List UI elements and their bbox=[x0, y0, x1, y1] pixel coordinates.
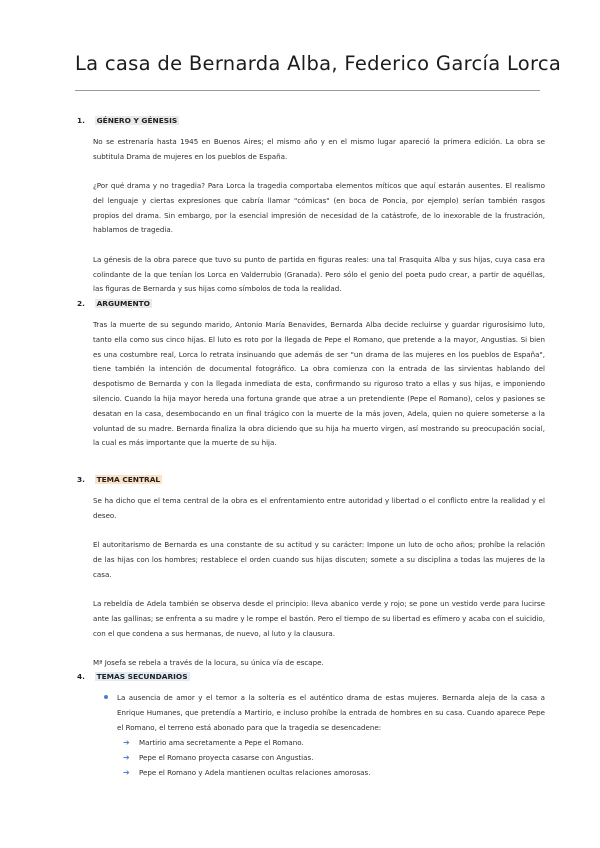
section-heading bbox=[77, 474, 545, 485]
section-title: TEMAS SECUNDARIOS bbox=[96, 672, 188, 681]
paragraph: Se ha dicho que el tema central de la obra es el enfrentamiento entre autoridad y libertad o el conflicto entre la realidad y el deseo. bbox=[93, 496, 545, 520]
arrow-list bbox=[123, 736, 545, 780]
section-argumento bbox=[77, 298, 545, 451]
list-item bbox=[123, 766, 545, 781]
section-number: 2. bbox=[77, 299, 85, 308]
section-title: TEMA CENTRAL bbox=[96, 475, 161, 484]
list-item-text: Martirio ama secretamente a Pepe el Romano. bbox=[139, 738, 304, 748]
arrow-right-icon: ➔ bbox=[123, 738, 130, 748]
section-heading bbox=[77, 671, 545, 682]
section-temas-secundarios bbox=[77, 671, 545, 781]
title-divider bbox=[75, 90, 540, 91]
paragraph: Tras la muerte de su segundo marido, Antonio María Benavides, Bernarda Alba decide recluirse y guardar rigurosísimo luto, tanto ella como sus cinco hijas. El luto es roto por la llegada de Pepe el Romano, que pretende a la mayor, Angustias. Si bien es una costumbre real, Lorca lo retrata insinuando que además de ser "un drama de las mujeres en los pueblos de España", tiene también la intención de documental fotográfico. La obra comienza con la entrada de las sirvientas hablando del despotismo de Bernarda y con la llegada inmediata de esta, confirmando su riguroso trato a ellas y sus hijas, e imponiendo silencio. Cuando la hija mayor hereda una fortuna grande que atrae a un pretendiente (Pepe el Romano), celos y pasiones se desatan en la casa, desembocando en un final trágico con la muerte de la más joven, Adela, quien no quiere someterse a la voluntad de su madre. Bernarda finaliza la obra diciendo que su hija ha muerto virgen, así mostrando su preocupación social, la cual es más importante que la muerte de su hija. bbox=[93, 320, 545, 448]
section-heading bbox=[77, 115, 545, 126]
arrow-right-icon: ➔ bbox=[123, 753, 130, 763]
list-item bbox=[123, 751, 545, 766]
list-item-text: Pepe el Romano y Adela mantienen ocultas relaciones amorosas. bbox=[139, 767, 371, 777]
paragraph: No se estrenaría hasta 1945 en Buenos Aires; el mismo año y en el mismo lugar apareció la primera edición. La obra se subtitula Drama de mujeres en los pueblos de España. bbox=[93, 137, 545, 161]
arrow-right-icon: ➔ bbox=[123, 767, 130, 777]
list-item-text: Pepe el Romano proyecta casarse con Angustias. bbox=[139, 753, 314, 763]
bullet-list bbox=[117, 691, 545, 735]
bullet-dot-icon bbox=[104, 695, 108, 699]
section-number: 1. bbox=[77, 116, 85, 125]
list-item-text: La ausencia de amor y el temor a la soltería es el auténtico drama de estas mujeres. Bernarda aleja de la casa a Enrique Humanes, que pretendía a Martirio, e incluso prohíbe la entrada de hombres en su casa. Cuando aparece Pepe el Romano, el terreno está abonado para que la tragedia se desencadene: bbox=[117, 693, 545, 732]
document-title: La casa de Bernarda Alba, Federico García Lorca bbox=[75, 52, 562, 75]
paragraph: Mª Josefa se rebela a través de la locura, su única vía de escape. bbox=[93, 657, 324, 667]
section-title: GÉNERO Y GÉNESIS bbox=[96, 116, 178, 125]
section-number: 3. bbox=[77, 475, 85, 484]
list-item bbox=[123, 736, 545, 751]
section-genero bbox=[77, 115, 545, 297]
paragraph: La rebeldía de Adela también se observa desde el principio: lleva abanico verde y rojo; se pone un vestido verde para lucirse ante las gallinas; se enfrenta a su madre y le rompe el bastón. Pero el tiempo de su libertad es efímero y acaba con el suicidio, con el que condena a sus hermanas, de nuevo, al luto y la clausura. bbox=[93, 598, 546, 638]
section-heading bbox=[77, 298, 545, 309]
section-tema-central bbox=[77, 474, 545, 671]
list-item bbox=[117, 691, 545, 735]
paragraph: ¿Por qué drama y no tragedia? Para Lorca la tragedia comportaba elementos míticos que aquí estarán ausentes. El realismo del lenguaje y ciertas expresiones que cabría llamar "cómicas" (en boca de Poncia, por ejemplo) serían también rasgos propios del drama. Sin embargo, por la esencial impresión de necesidad de la catástrofe, de lo inexorable de la frustración, hablamos de tragedia. bbox=[93, 181, 545, 235]
section-number: 4. bbox=[77, 672, 85, 681]
section-title: ARGUMENTO bbox=[96, 299, 150, 308]
paragraph: La génesis de la obra parece que tuvo su punto de partida en figuras reales: una tal Frasquita Alba y sus hijas, cuya casa era colindante de la que tenían los Lorca en Valderrubio (Granada). Pero sólo el genio del poeta pudo crear, a partir de aquéllas, las figuras de Bernarda y sus hijas como símbolos de toda la realidad. bbox=[93, 254, 545, 294]
paragraph: El autoritarismo de Bernarda es una constante de su actitud y su carácter: Impone un luto de ocho años; prohíbe la relación de las hijas con los hombres; restablece el orden cuando sus hijas discuten; somete a su disciplina a todas las mujeres de la casa. bbox=[93, 540, 545, 579]
